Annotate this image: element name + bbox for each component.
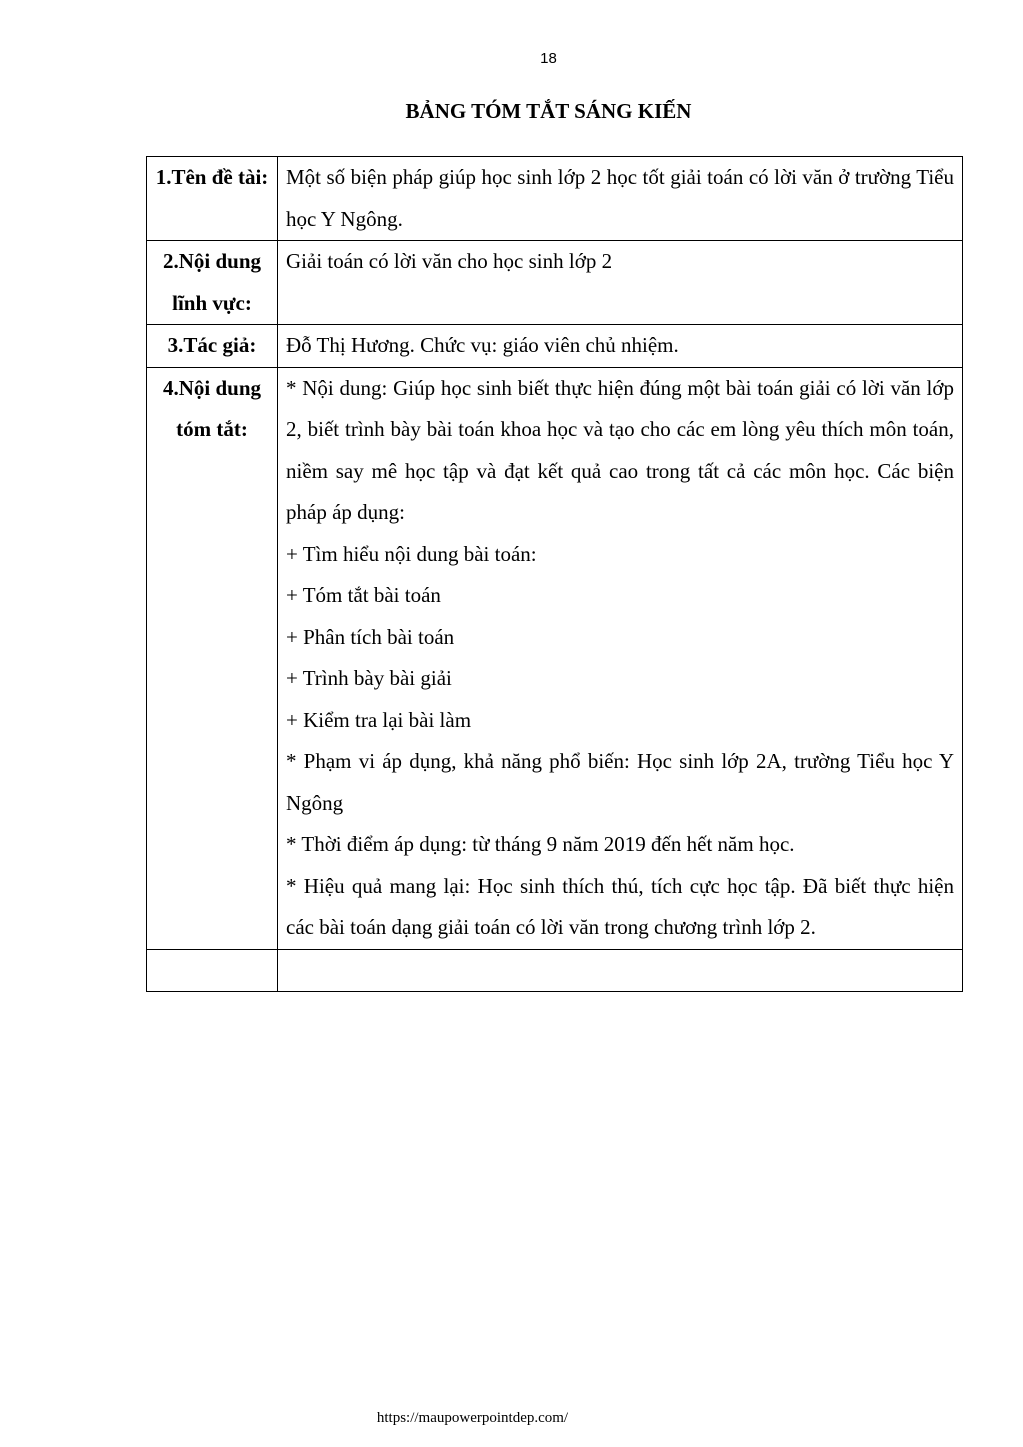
row-label-summary: 4.Nội dung tóm tắt: [147, 367, 278, 949]
table-row [147, 241, 963, 325]
summary-measure-item: + Kiểm tra lại bài làm [286, 707, 472, 732]
row-content-field: Giải toán có lời văn cho học sinh lớp 2 [278, 241, 963, 325]
summary-time-line: * Thời điểm áp dụng: từ tháng 9 năm 2019 đến hết năm học. [286, 832, 795, 856]
table-row [147, 157, 963, 241]
summary-table [146, 156, 963, 992]
summary-scope-line: * Phạm vi áp dụng, khả năng phổ biến: Học sinh lớp 2A, trường Tiểu học Y Ngông [286, 749, 954, 815]
row-label-topic: 1.Tên đề tài: [147, 157, 278, 241]
summary-measure-item: + Tóm tắt bài toán [286, 583, 441, 607]
empty-cell [278, 949, 963, 991]
row-content-author: Đỗ Thị Hương. Chức vụ: giáo viên chủ nhiệm. [278, 325, 963, 368]
table-row [147, 367, 963, 949]
summary-measure-item: + Phân tích bài toán [286, 624, 455, 649]
summary-measure-item: + Trình bày bài giải [286, 666, 452, 690]
row-content-summary [278, 367, 963, 949]
summary-measure-item: + Tìm hiểu nội dung bài toán: [286, 541, 537, 566]
summary-effect-line: * Hiệu quả mang lại: Học sinh thích thú, tích cực học tập. Đã biết thực hiện các bài toán dạng giải toán có lời văn trong chương trình lớp 2. [286, 873, 954, 939]
footer-url: https://maupowerpointdep.com/ [376, 1410, 569, 1426]
row-label-author: 3.Tác giả: [147, 325, 278, 368]
empty-cell [147, 949, 278, 991]
page-number: 18 [540, 50, 557, 67]
summary-content-line: * Nội dung: Giúp học sinh biết thực hiện đúng một bài toán giải có lời văn lớp 2, biết trình bày bài toán khoa học và tạo cho các em lòng yêu thích môn toán, niềm say mê học tập và đạt kết quả cao trong tất cả các môn học. Các biện pháp áp dụng: [286, 375, 954, 524]
document-title: BẢNG TÓM TẮT SÁNG KIẾN [405, 99, 692, 123]
table-row-empty [147, 949, 963, 991]
row-content-topic: Một số biện pháp giúp học sinh lớp 2 học tốt giải toán có lời văn ở trường Tiểu học Y Ngông. [278, 157, 963, 241]
table-row [147, 325, 963, 368]
row-label-field: 2.Nội dung lĩnh vực: [147, 241, 278, 325]
